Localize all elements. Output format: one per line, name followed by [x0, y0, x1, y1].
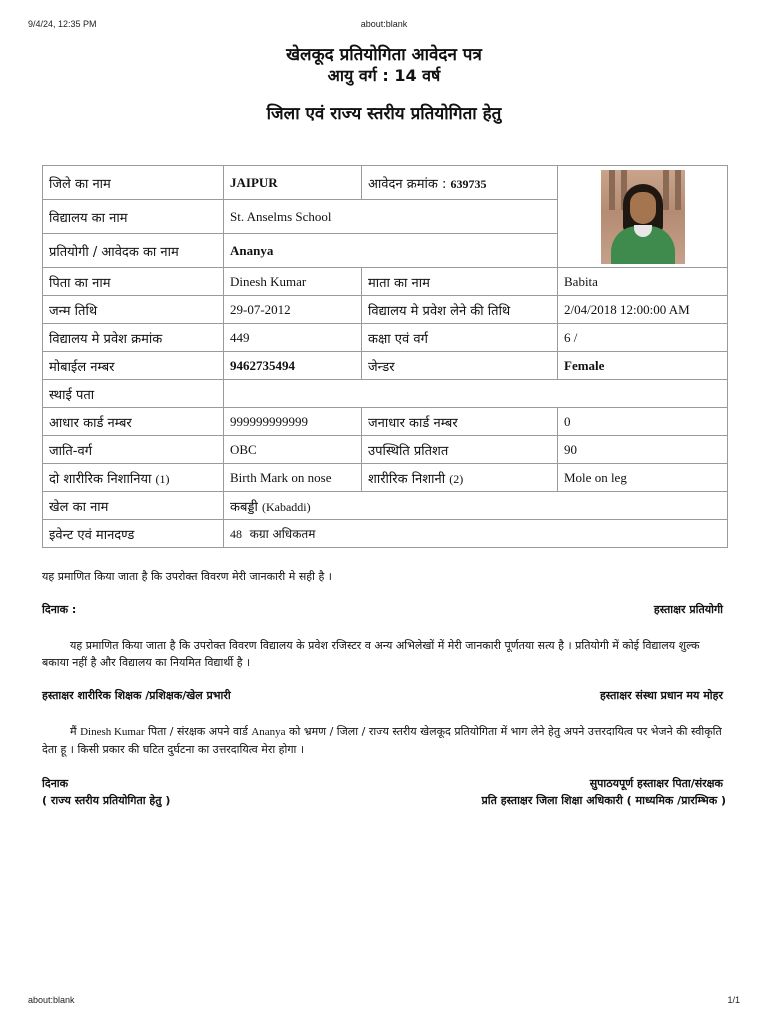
- table-row: [43, 408, 728, 436]
- application-no-cell: [362, 166, 558, 200]
- event-value-text: कग्रा अधिकतम: [242, 527, 316, 541]
- table-row: [43, 166, 728, 200]
- mother-value: Babita: [558, 268, 728, 296]
- consent-text-3: को भ्रमण / जिला / राज्य स्तरीय खेलकूद प्रतियोगिता में भाग लेने हेतु अपने उत्तरदायित्व पर भेजने की स्वीकृति देता हू । किसी प्रकार की घटित दुर्घटना का उत्तरदायित्व मेरा होगा ।: [42, 725, 722, 756]
- form-subtitle: जिला एवं राज्य स्तरीय प्रतियोगिता हेतु: [266, 104, 502, 124]
- sport-value-en: (Kabaddi): [261, 499, 311, 514]
- admission-date-value: 2/04/2018 12:00:00 AM: [558, 296, 728, 324]
- print-footer-url: about:blank: [28, 995, 75, 1005]
- mark1-suffix: (1): [155, 471, 170, 486]
- dob-label: जन्म तिथि: [43, 296, 224, 324]
- table-row: [43, 324, 728, 352]
- consent-parent-name: Dinesh Kumar: [80, 726, 145, 738]
- mark1-cell: [43, 464, 224, 492]
- application-form-table: [42, 165, 728, 548]
- print-datetime: 9/4/24, 12:35 PM: [28, 19, 97, 29]
- parent-consent-paragraph: [42, 723, 727, 759]
- mark1-label: दो शारीरिक निशानिया: [49, 471, 156, 487]
- deo-countersign-label: प्रति हस्ताक्षर जिला शिक्षा अधिकारी ( माध्यमिक /प्रारम्भिक ): [481, 794, 726, 807]
- address-value: [224, 380, 728, 408]
- caste-value: OBC: [224, 436, 362, 464]
- date-label-2: दिनाक: [42, 777, 69, 790]
- sport-label: खेल का नाम: [43, 492, 224, 520]
- application-no-label: आवेदन क्रमांक :: [368, 176, 451, 192]
- attendance-label: उपस्थिति प्रतिशत: [362, 436, 558, 464]
- table-row: [43, 268, 728, 296]
- page-number: 1/1: [727, 995, 740, 1005]
- table-row: [43, 464, 728, 492]
- form-header: [0, 44, 768, 125]
- table-row: [43, 380, 728, 408]
- mark2-suffix: (2): [449, 471, 464, 486]
- photo-cell: [558, 166, 728, 268]
- gender-label: जेन्डर: [362, 352, 558, 380]
- school-label: विद्यालय का नाम: [43, 200, 224, 234]
- table-row: [43, 296, 728, 324]
- class-label: कक्षा एवं वर्ग: [362, 324, 558, 352]
- mark2-cell: [362, 464, 558, 492]
- table-row: [43, 492, 728, 520]
- gender-value: Female: [558, 352, 728, 380]
- district-label: जिले का नाम: [43, 166, 224, 200]
- janaadhar-label: जनाधार कार्ड नम्बर: [362, 408, 558, 436]
- caste-label: जाति-वर्ग: [43, 436, 224, 464]
- table-row: [43, 520, 728, 548]
- participant-label: प्रतियोगी / आवेदक का नाम: [43, 234, 224, 268]
- event-cell: [224, 520, 728, 548]
- attendance-value: 90: [558, 436, 728, 464]
- parent-signature-label: सुपाठयपूर्ण हस्ताक्षर पिता/संरक्षक: [589, 777, 723, 790]
- address-label: स्थाई पता: [43, 380, 224, 408]
- mobile-label: मोबाईल नम्बर: [43, 352, 224, 380]
- print-url: about:blank: [360, 19, 408, 29]
- dob-value: 29-07-2012: [224, 296, 362, 324]
- participant-signature-label: हस्ताक्षर प्रतियोगी: [653, 603, 723, 616]
- class-value: 6 /: [558, 324, 728, 352]
- application-no-value: 639735: [450, 176, 487, 191]
- consent-text-2: पिता / संरक्षक अपने वार्ड: [144, 725, 252, 738]
- age-group: [0, 66, 768, 86]
- school-value: St. Anselms School: [224, 200, 558, 234]
- janaadhar-value: 0: [558, 408, 728, 436]
- participant-value: Ananya: [224, 234, 558, 268]
- sport-cell: [224, 492, 728, 520]
- consent-ward-name: Ananya: [251, 726, 286, 738]
- participant-certify-line: यह प्रमाणित किया जाता है कि उपरोक्त विवरण मेरी जानकारी मे सही है ।: [42, 570, 332, 583]
- district-value: JAIPUR: [224, 166, 362, 200]
- date-label: दिनाक :: [42, 603, 77, 616]
- participant-photo: [601, 170, 685, 264]
- form-title: खेलकूद प्रतियोगिता आवेदन पत्र: [286, 45, 482, 65]
- mark2-label: शारीरिक निशानी: [368, 471, 450, 487]
- consent-text-1: मैं: [70, 725, 81, 738]
- admission-no-value: 449: [224, 324, 362, 352]
- father-label: पिता का नाम: [43, 268, 224, 296]
- table-row: [43, 352, 728, 380]
- admission-date-label: विद्यालय मे प्रवेश लेने की तिथि: [362, 296, 558, 324]
- pti-signature-label: हस्ताक्षर शारीरिक शिक्षक /प्रशिक्षक/खेल प्रभारी: [42, 689, 231, 702]
- mark1-value: Birth Mark on nose: [224, 464, 362, 492]
- aadhar-label: आधार कार्ड नम्बर: [43, 408, 224, 436]
- mark2-value: Mole on leg: [558, 464, 728, 492]
- event-value-num: 48: [230, 527, 242, 541]
- mobile-value: 9462735494: [224, 352, 362, 380]
- age-group-label: आयु वर्ग :: [327, 66, 395, 85]
- state-level-note: ( राज्य स्तरीय प्रतियोगिता हेतु ): [42, 794, 171, 807]
- mother-label: माता का नाम: [362, 268, 558, 296]
- sport-value: कबड्डी: [230, 499, 262, 515]
- admission-no-label: विद्यालय मे प्रवेश क्रमांक: [43, 324, 224, 352]
- table-row: [43, 436, 728, 464]
- event-label: इवेन्ट एवं मानदण्ड: [43, 520, 224, 548]
- head-signature-label: हस्ताक्षर संस्था प्रधान मय मोहर: [599, 689, 723, 702]
- age-group-value: 14 वर्ष: [394, 66, 441, 85]
- father-value: Dinesh Kumar: [224, 268, 362, 296]
- aadhar-value: 999999999999: [224, 408, 362, 436]
- school-certify-paragraph: यह प्रमाणित किया जाता है कि उपरोक्त विवरण विद्यालय के प्रवेश रजिस्टर व अन्य अभिलेखों में मेरी जानकारी पूर्णतया सत्य है । प्रतियोगी में कोई विद्यालय शुल्क बकाया नहीं है और विद्यालय का नियमित विद्यार्थी है ।: [42, 639, 700, 669]
